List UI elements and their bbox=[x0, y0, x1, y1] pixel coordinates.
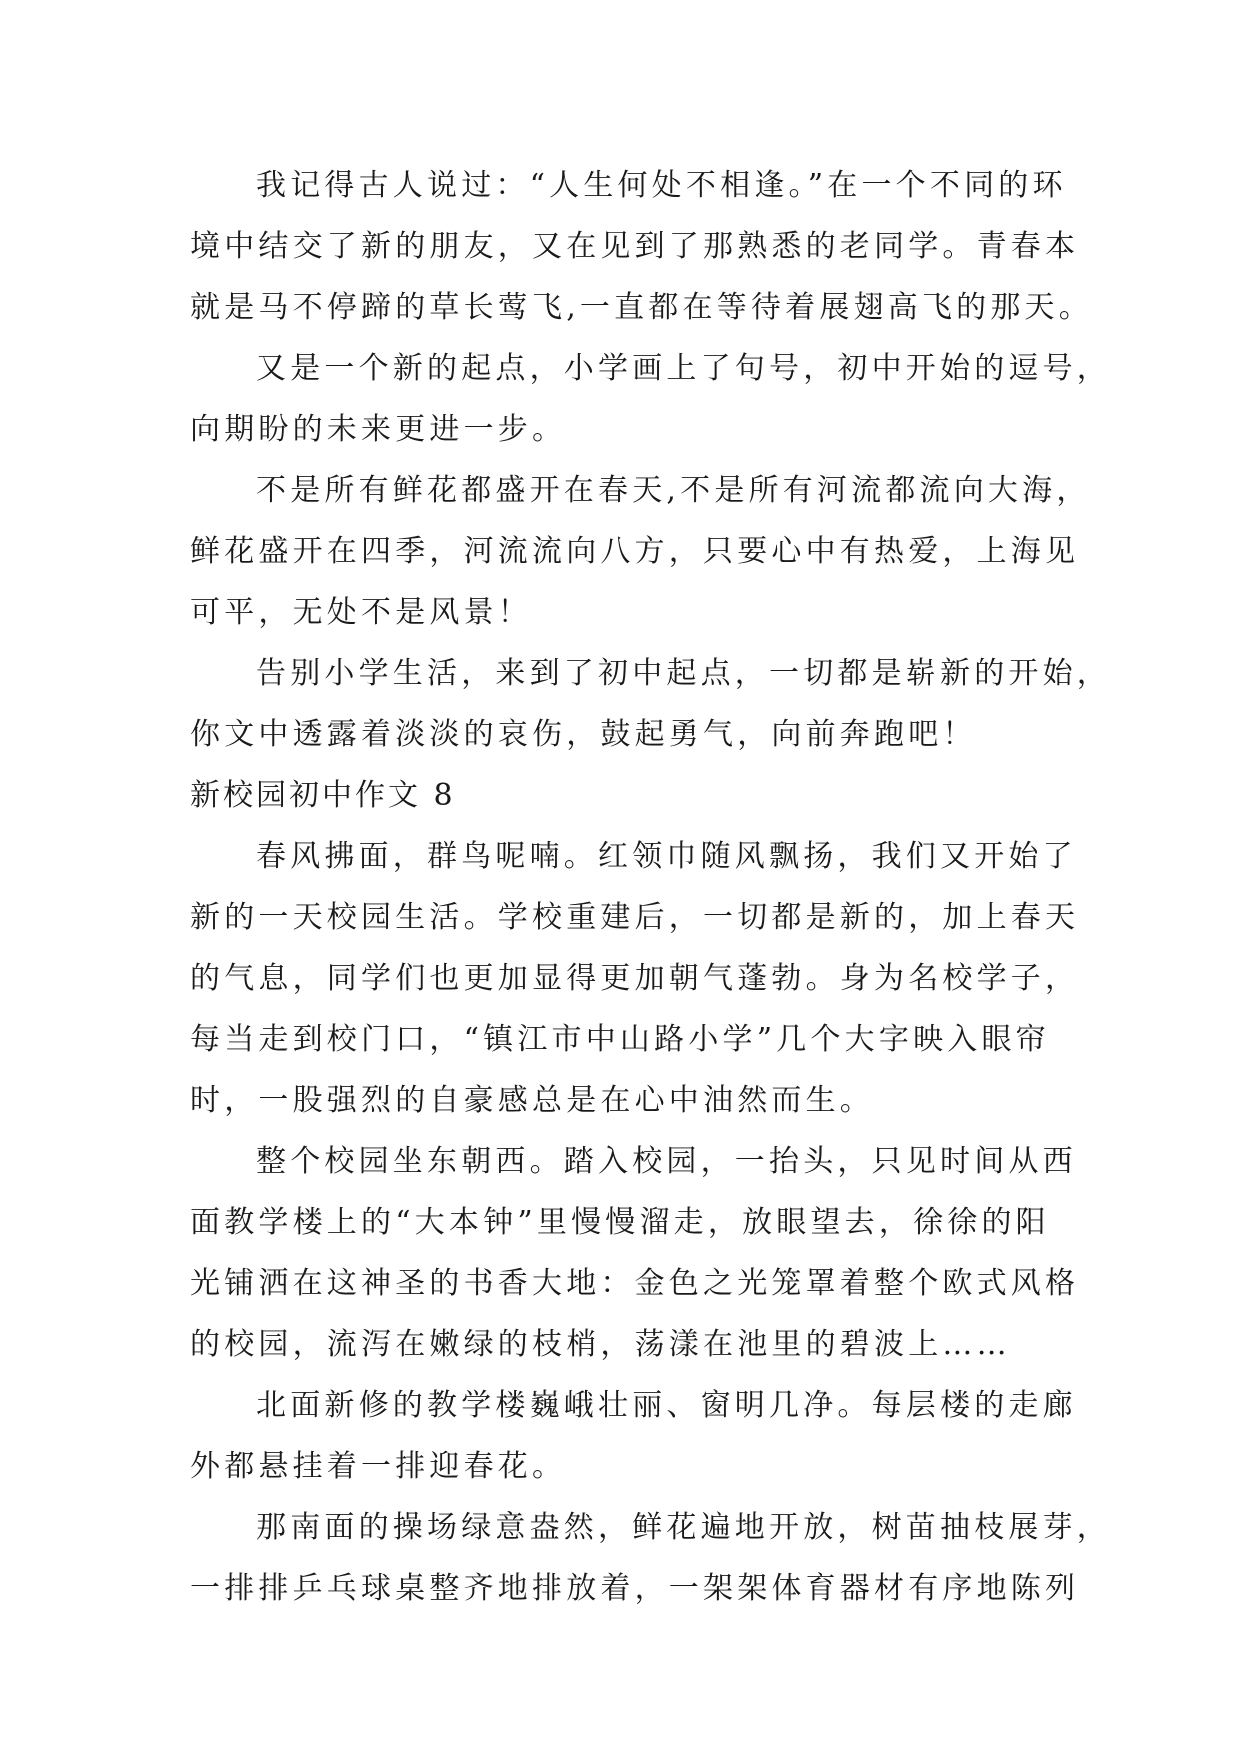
text-line: 的气息，同学们也更加显得更加朝气蓬勃。身为名校学子， bbox=[190, 961, 1080, 996]
text-line: 不是所有鲜花都盛开在春天,不是所有河流都流向大海， bbox=[256, 473, 1091, 508]
text-line: 的校园，流泻在嫩绿的枝梢，荡漾在池里的碧波上…… bbox=[190, 1327, 1011, 1362]
text-line: 春风拂面，群鸟呢喃。红领巾随风飘扬，我们又开始了 bbox=[256, 839, 1077, 874]
text-line: 我记得古人说过：“人生何处不相逢。”在一个不同的环 bbox=[256, 168, 1067, 203]
text-line: 时，一股强烈的自豪感总是在心中油然而生。 bbox=[190, 1083, 874, 1118]
text-line: 向期盼的未来更进一步。 bbox=[190, 412, 567, 447]
text-line: 新的一天校园生活。学校重建后，一切都是新的，加上春天 bbox=[190, 900, 1080, 935]
text-line: 那南面的操场绿意盎然，鲜花遍地开放，树苗抽枝展芽， bbox=[256, 1510, 1111, 1545]
text-line: 光铺洒在这神圣的书香大地：金色之光笼罩着整个欧式风格 bbox=[190, 1266, 1080, 1301]
text-line: 每当走到校门口，“镇江市中山路小学”几个大字映入眼帘 bbox=[190, 1022, 1050, 1057]
text-line: 外都悬挂着一排迎春花。 bbox=[190, 1449, 567, 1484]
text-line: 鲜花盛开在四季，河流流向八方，只要心中有热爱，上海见 bbox=[190, 534, 1080, 569]
text-line: 可平，无处不是风景！ bbox=[190, 595, 532, 630]
text-line: 一排排乒乓球桌整齐地排放着，一架架体育器材有序地陈列 bbox=[190, 1571, 1080, 1606]
section-heading: 新校园初中作文 8 bbox=[190, 778, 456, 813]
text-line: 整个校园坐东朝西。踏入校园，一抬头，只见时间从西 bbox=[256, 1144, 1077, 1179]
document-body bbox=[190, 155, 1111, 1619]
text-line: 就是马不停蹄的草长莺飞,一直都在等待着展翅高飞的那天。 bbox=[190, 290, 1093, 325]
text-line: 又是一个新的起点，小学画上了句号，初中开始的逗号， bbox=[256, 351, 1111, 386]
text-line: 告别小学生活，来到了初中起点，一切都是崭新的开始， bbox=[256, 656, 1111, 691]
text-line: 你文中透露着淡淡的哀伤，鼓起勇气，向前奔跑吧！ bbox=[190, 717, 977, 752]
text-line: 境中结交了新的朋友，又在见到了那熟悉的老同学。青春本 bbox=[190, 229, 1080, 264]
text-line: 面教学楼上的“大本钟”里慢慢溜走，放眼望去，徐徐的阳 bbox=[190, 1205, 1050, 1240]
text-line: 北面新修的教学楼巍峨壮丽、窗明几净。每层楼的走廊 bbox=[256, 1388, 1077, 1423]
